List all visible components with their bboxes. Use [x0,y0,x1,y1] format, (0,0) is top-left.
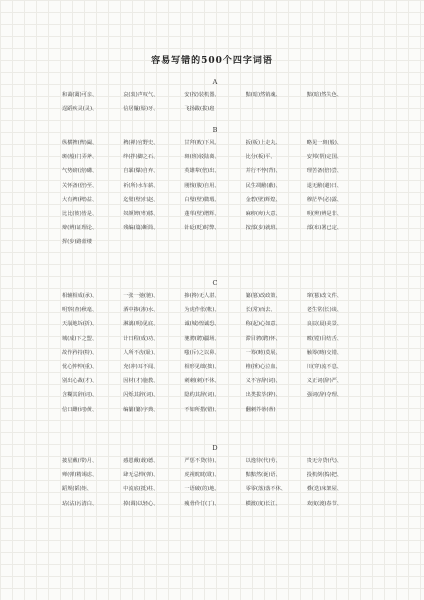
word-item: 蹈规(韬)矩、 [62,486,92,493]
word-item: 肆无忌惮(弹)、 [123,472,159,479]
word-item: 人所不齿(耻)、 [123,349,159,356]
word-item: 贵无旁贷(代)、 [306,458,342,464]
word-item: 忧心忡忡(重)、 [62,363,98,370]
word-item: 奴颜婢(卑)膝、 [123,210,159,217]
word-item: 城(成)下之盟、 [62,335,98,342]
word-item: 明察(查)秋毫、 [62,307,98,314]
word-item: 窜(篡)改文件、 [306,293,342,299]
section-b [62,124,368,250]
word-item: 哀(衷)声叹气、 [123,92,159,98]
word-item: 嗤(斥)之以鼻、 [184,349,220,356]
word-item: 触筹(畴)交错、 [306,349,342,356]
word-item: 白璧(壁)微瑕、 [184,196,220,203]
word-grid [62,88,368,116]
word-item: 麻痹(庳)大意、 [245,210,281,217]
word-item: 横渡(度)长江、 [245,500,281,507]
word-item: 隐约其辞(词)、 [184,392,220,399]
word-item: 老生常(长)谈、 [306,307,342,314]
word-item: 欢度(渡)春节、 [306,500,342,507]
word-item: 一筹(畴)莫展、 [245,349,281,356]
word-item: 不如所措(错)、 [184,406,220,413]
word-item: 黯(暗)然失色、 [306,92,342,98]
word-item: 理苦备(倍)尝、 [306,168,342,175]
word-item: 安(按)装机器、 [184,92,220,98]
word-item: 绊(拌)脚之石、 [123,154,159,161]
word-item: 信居鬣(鬃)牙、 [123,106,159,113]
word-item: 气势磅(滂)礴、 [62,168,98,175]
word-item: 大有裨(稗)益、 [62,196,98,203]
word-item: 相辅相成(承)、 [62,293,98,299]
word-item: 针砭(贬)时弊、 [184,225,220,232]
word-item: 民生凋敝(蔽)、 [245,182,281,189]
word-item: 故作矜持(特)、 [62,349,98,356]
word-item: 斑(般)门弄斧、 [62,154,98,161]
word-item: 斑(班)驳陆离、 [184,154,220,161]
word-item: 甘拜(败)下风、 [184,140,220,146]
word-item: 川(穿)流不息、 [306,363,342,370]
word-item: 祈(所)水车薪、 [123,182,159,189]
word-item: 闪烁其辞(词)、 [123,392,159,399]
word-item: 刚愎(腹)自用、 [184,182,220,189]
section-letter: A [212,78,218,86]
section-letter: D [212,444,218,452]
word-item: 出类拔萃(粹)、 [245,392,281,399]
word-item: 一语破(的)地、 [184,486,220,493]
word-item: 中流底(抵)柱、 [123,486,159,493]
word-item: 滞目骋(聘)怀、 [245,335,281,342]
word-item: 掺(搀)无人湛、 [184,293,220,299]
word-item: 和蔼(霭)可亲、 [62,92,98,98]
word-item: 明(辨)辨是非、 [306,210,342,217]
word-item: 义不容辞(词)、 [245,378,281,385]
document-title: 容易写错的500个四字词语 [151,56,273,66]
word-grid [62,136,368,250]
word-item: 掉(调)以轻心、 [123,500,159,507]
word-item: 黯黯然(诞)语、 [245,472,281,479]
word-item: 逞蹈疾灵(灵)、 [62,106,98,113]
word-item: 英雄辈(倍)出、 [184,168,220,175]
word-item: 计日程(成)功、 [123,335,159,342]
word-item: 一张一弛(驰)、 [123,293,159,299]
word-item: 迄璧(壁)归赵、 [123,196,159,203]
word-item: 并行不悖(背)、 [245,168,281,175]
word-item: 蓬荜(壁)增辉、 [184,210,220,217]
word-item: 严惩不贷(待)、 [184,458,220,464]
section-c [62,277,368,417]
word-item: 纂(篡)改政策、 [245,293,281,299]
word-item: 称(起)心如意、 [245,321,281,328]
word-item: 扳(板)上走丸、 [245,140,281,146]
word-item: 玷(沾)污清白、 [62,500,98,507]
word-grid [62,454,368,511]
word-item: 良辰(晨)美景、 [306,321,342,328]
word-item: 天崩地坼(折)、 [62,321,98,328]
word-item: 残编(篇)断简、 [123,225,159,232]
word-item: 飞扬跋(拔)扈 [184,106,215,113]
word-item: 相形见绌(拙)、 [184,363,220,370]
word-item: 强词(辞)夺理、 [306,392,342,399]
section-letter: B [212,126,218,134]
word-item: 部(布)署已定、 [306,225,342,232]
word-item: 投机倒(捣)把、 [306,472,342,479]
word-item: 殚(弹)精竭虑、 [62,472,98,479]
word-item: 黯(暗)然销魂、 [245,92,281,98]
word-item: 比比(彼)皆是、 [62,210,98,217]
word-item: 退无敝(避)日、 [306,182,342,189]
word-item: 充(冲)耳不闻、 [123,363,159,370]
word-item: 淋漓(明)见底、 [123,321,159,328]
word-item: 编纂(纂)字典、 [123,406,159,413]
word-item: 感恩戴(载)德、 [123,458,159,464]
word-item: 瘦骨伶仃(丁)、 [184,500,220,507]
section-letter: C [212,279,218,287]
word-item: 为虎作伥(帐)、 [184,307,220,314]
word-item: 刺刺(刺)不休、 [184,378,220,385]
section-a [62,76,368,116]
word-item: 别出心裁(才)、 [62,378,98,385]
word-item: 辩(辨)证理论、 [62,225,98,232]
section-d [62,442,368,511]
word-item: 按部(步)就班、 [245,225,281,232]
word-item: 金碧(壁)辉煌、 [245,196,281,203]
word-item: 瞠(镗)目结舌、 [306,335,342,342]
word-item: 以逸待(代)劳、 [245,458,281,464]
word-item: 诚(城)惶诚恐、 [184,321,220,328]
word-item: 关怀备(倍)至、 [62,182,98,189]
word-item: 披星戴(带)月、 [62,458,98,464]
word-item: 信口雌(词)黄、 [62,406,98,413]
word-item: 挥(步)路蓝缕 [62,239,92,246]
word-grid [62,289,368,417]
word-item: 安邦(帮)定国、 [306,154,342,161]
word-item: 因材(才)施教、 [123,378,159,385]
word-item: 零零(落)落不休、 [245,486,286,493]
word-item: 纵横捭(俾)阖、 [62,140,98,146]
word-item: 略见一斑(般)、 [306,140,342,146]
word-item: 驰骋(聘)疆场、 [184,335,220,342]
word-item: 椎(捶)心泣血、 [245,363,281,370]
word-item: 含糊其辞(词)、 [62,392,98,399]
word-item: 穆茫毕(必)露、 [306,196,342,203]
word-item: 稗(禅)官野史、 [123,140,159,146]
word-item: 义正词(辞)严、 [306,378,342,385]
word-item: 长(常)而去、 [245,307,276,314]
word-item: 比分(板)平、 [245,154,276,161]
word-item: 翻刺芥蒂(蒂) [245,406,276,413]
word-item: 叠(迭)床架屋、 [306,486,342,493]
word-item: 虎视眈眈(耽)、 [184,472,220,479]
word-item: 酒中掺(渗)水、 [123,307,159,314]
word-item: 自暴(爆)自弃、 [123,168,159,175]
